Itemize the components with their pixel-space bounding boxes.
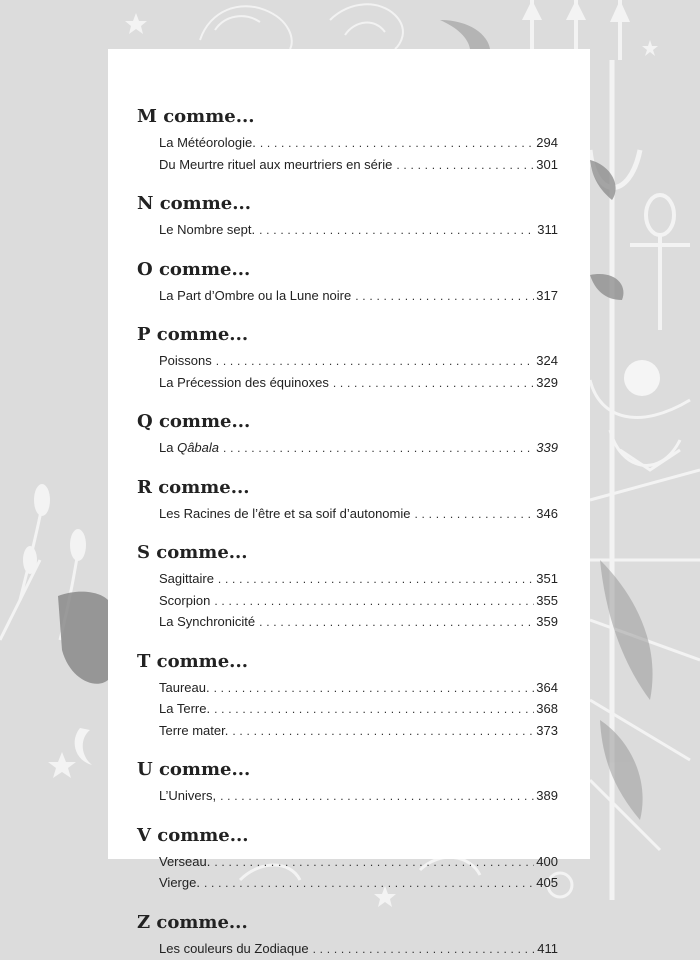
toc-entry[interactable] (159, 785, 558, 807)
toc-entry[interactable] (159, 590, 558, 612)
entry-title: Du Meurtre rituel aux meurtriers en série (159, 154, 396, 176)
page-number: 368 (534, 698, 558, 720)
entry-title: La Part d’Ombre ou la Lune noire (159, 285, 355, 307)
page-number: 355 (534, 590, 558, 612)
entry-title: Scorpion (159, 590, 214, 612)
leader-dots (214, 591, 534, 613)
entry-title: La Terre. (159, 698, 214, 720)
leader-dots (220, 786, 534, 808)
section-heading: M comme... (137, 105, 558, 129)
page-number: 329 (534, 372, 558, 394)
leader-dots (396, 155, 534, 177)
toc-section (137, 758, 558, 807)
page-number: 301 (534, 154, 558, 176)
toc-entry[interactable] (159, 437, 558, 459)
entry-title: Poissons (159, 350, 216, 372)
leader-dots (414, 504, 534, 526)
entry-title: Taureau. (159, 677, 214, 699)
section-heading: P comme... (137, 323, 558, 347)
toc-section (137, 650, 558, 742)
toc-section (137, 192, 558, 241)
page-number: 351 (534, 568, 558, 590)
leader-dots (223, 438, 534, 460)
toc-section (137, 541, 558, 633)
entry-title (159, 437, 223, 459)
toc-entry[interactable] (159, 698, 558, 720)
leader-dots (214, 699, 534, 721)
toc-entry[interactable] (159, 677, 558, 699)
entry-title: Vierge. (159, 872, 204, 894)
toc-entry[interactable] (159, 154, 558, 176)
leader-dots (214, 852, 534, 874)
entry-title-prefix: La (159, 440, 177, 455)
page-number: 359 (534, 611, 558, 633)
entry-title: L’Univers, (159, 785, 220, 807)
leader-dots (313, 939, 536, 960)
leader-dots (259, 612, 534, 634)
toc-section (137, 105, 558, 175)
toc-entry[interactable] (159, 938, 558, 960)
section-heading: Z comme... (137, 911, 558, 935)
page-number: 346 (534, 503, 558, 525)
toc-entry[interactable] (159, 372, 558, 394)
leader-dots (218, 569, 534, 591)
entry-title: Verseau. (159, 851, 214, 873)
page-number: 364 (534, 677, 558, 699)
toc-section (137, 824, 558, 894)
page-number: 400 (534, 851, 558, 873)
toc-entry[interactable] (159, 872, 558, 894)
leader-dots (260, 133, 534, 155)
section-heading: T comme... (137, 650, 558, 674)
leader-dots (355, 286, 534, 308)
entry-title: Terre mater. (159, 720, 232, 742)
table-of-contents (137, 105, 558, 959)
toc-entry[interactable] (159, 132, 558, 154)
page-number: 317 (534, 285, 558, 307)
page-number: 311 (535, 219, 558, 241)
toc-section (137, 911, 558, 960)
leader-dots (204, 873, 534, 895)
entry-title: Le Nombre sept. (159, 219, 259, 241)
page-number: 373 (534, 720, 558, 742)
section-heading: U comme... (137, 758, 558, 782)
toc-entry[interactable] (159, 350, 558, 372)
leader-dots (216, 351, 535, 373)
section-heading: N comme... (137, 192, 558, 216)
leader-dots (214, 678, 535, 700)
toc-section (137, 323, 558, 393)
section-heading: O comme... (137, 258, 558, 282)
moon-icon (624, 360, 660, 396)
page-number: 405 (534, 872, 558, 894)
entry-title: La Météorologie. (159, 132, 260, 154)
toc-section (137, 410, 558, 459)
toc-section (137, 476, 558, 525)
leader-dots (259, 220, 535, 242)
toc-entry[interactable] (159, 219, 558, 241)
page-number: 339 (534, 437, 558, 459)
entry-title: La Synchronicité (159, 611, 259, 633)
leader-dots (232, 721, 534, 743)
entry-title: Les couleurs du Zodiaque (159, 938, 313, 960)
toc-entry[interactable] (159, 851, 558, 873)
toc-entry[interactable] (159, 611, 558, 633)
page-number: 411 (535, 938, 558, 960)
toc-section (137, 258, 558, 307)
page-number: 389 (534, 785, 558, 807)
page-number: 324 (534, 350, 558, 372)
section-heading: V comme... (137, 824, 558, 848)
leader-dots (333, 373, 534, 395)
entry-title: Les Racines de l’être et sa soif d’autonomie (159, 503, 414, 525)
section-heading: R comme... (137, 476, 558, 500)
entry-title: La Précession des équinoxes (159, 372, 333, 394)
toc-entry[interactable] (159, 285, 558, 307)
page-number: 294 (534, 132, 558, 154)
entry-title-italic: Qâbala (177, 440, 219, 455)
entry-title: Sagittaire (159, 568, 218, 590)
section-heading: S comme... (137, 541, 558, 565)
toc-entry[interactable] (159, 503, 558, 525)
section-heading: Q comme... (137, 410, 558, 434)
toc-entry[interactable] (159, 568, 558, 590)
toc-entry[interactable] (159, 720, 558, 742)
table-of-contents-page (108, 49, 590, 859)
